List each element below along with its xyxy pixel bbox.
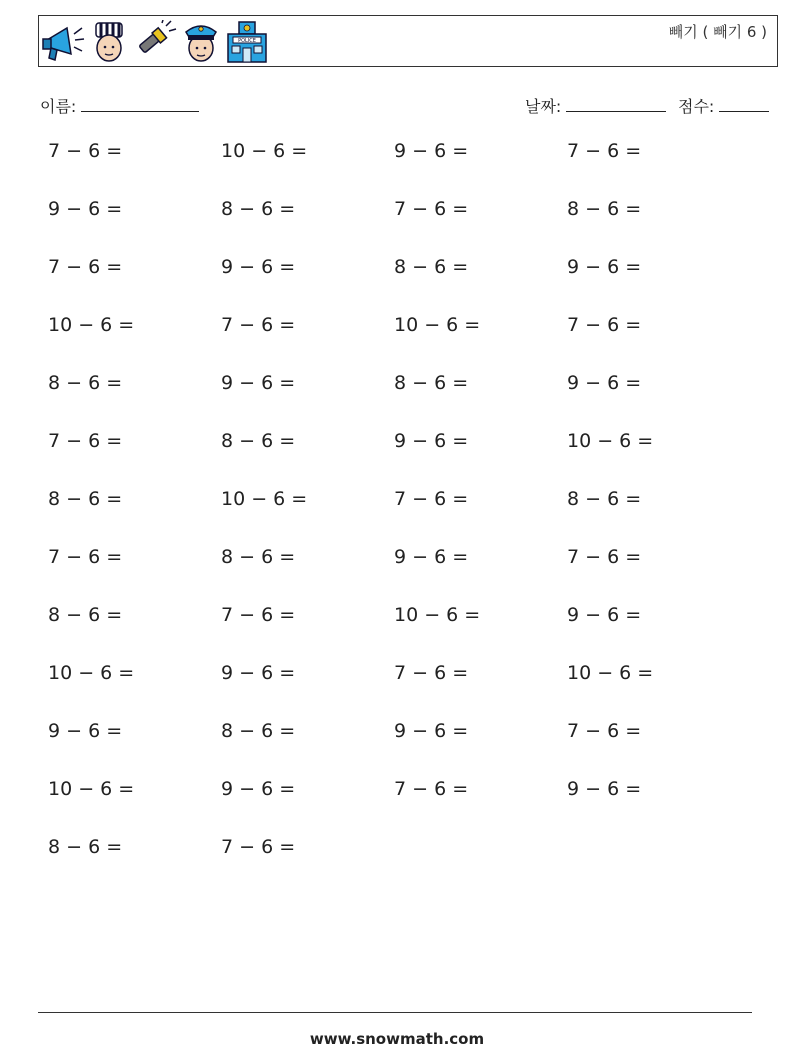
score-label: 점수:: [678, 97, 715, 116]
problem: 9 − 6 =: [394, 430, 469, 452]
date-blank[interactable]: [566, 97, 666, 112]
problem: 8 − 6 =: [221, 546, 296, 568]
problem: 8 − 6 =: [221, 720, 296, 742]
score-blank[interactable]: [719, 97, 769, 112]
problem: 10 − 6 =: [394, 314, 481, 336]
problem: 7 − 6 =: [567, 546, 642, 568]
problem-row: [48, 430, 748, 488]
problem-row: [48, 314, 748, 372]
problem: 10 − 6 =: [567, 662, 654, 684]
problem: 8 − 6 =: [48, 488, 123, 510]
problem: 10 − 6 =: [394, 604, 481, 626]
problem: 9 − 6 =: [221, 778, 296, 800]
problem: 7 − 6 =: [394, 662, 469, 684]
problem: 7 − 6 =: [567, 140, 642, 162]
problem: 8 − 6 =: [48, 372, 123, 394]
score-field: [678, 94, 769, 117]
problem-row: [48, 836, 748, 894]
police-officer-icon: [183, 20, 219, 64]
prisoner-icon: [91, 20, 127, 64]
problem: 10 − 6 =: [48, 662, 135, 684]
problem: 7 − 6 =: [394, 778, 469, 800]
problem: 9 − 6 =: [221, 662, 296, 684]
problem: 9 − 6 =: [394, 140, 469, 162]
problem: 9 − 6 =: [567, 372, 642, 394]
problem: 10 − 6 =: [221, 140, 308, 162]
name-label: 이름:: [40, 97, 77, 116]
problem: 7 − 6 =: [221, 314, 296, 336]
problem: 9 − 6 =: [567, 256, 642, 278]
problem-grid: [48, 140, 748, 894]
footer-divider: [38, 1012, 752, 1013]
problem: 9 − 6 =: [567, 778, 642, 800]
problem: 9 − 6 =: [394, 720, 469, 742]
problem-row: [48, 546, 748, 604]
problem: 7 − 6 =: [48, 256, 123, 278]
problem: 8 − 6 =: [48, 836, 123, 858]
problem: 8 − 6 =: [567, 488, 642, 510]
problem: 7 − 6 =: [48, 546, 123, 568]
problem-row: [48, 720, 748, 778]
problem-row: [48, 778, 748, 836]
police-station-icon: [225, 20, 271, 64]
problem-row: [48, 140, 748, 198]
date-field: [525, 94, 666, 117]
problem: 9 − 6 =: [48, 720, 123, 742]
problem: 10 − 6 =: [48, 778, 135, 800]
problem: 7 − 6 =: [394, 488, 469, 510]
problem: 7 − 6 =: [567, 314, 642, 336]
problem: 7 − 6 =: [221, 604, 296, 626]
name-blank[interactable]: [81, 97, 199, 112]
problem-row: [48, 662, 748, 720]
problem-row: [48, 198, 748, 256]
worksheet-title: 빼기 ( 빼기 6 ): [668, 23, 767, 41]
problem: 9 − 6 =: [221, 256, 296, 278]
problem: 8 − 6 =: [394, 372, 469, 394]
problem: 10 − 6 =: [567, 430, 654, 452]
problem: 8 − 6 =: [221, 198, 296, 220]
megaphone-icon: [41, 20, 85, 64]
problem: 9 − 6 =: [48, 198, 123, 220]
problem: 10 − 6 =: [48, 314, 135, 336]
problem: 7 − 6 =: [48, 140, 123, 162]
problem: 10 − 6 =: [221, 488, 308, 510]
problem-row: [48, 488, 748, 546]
problem: 7 − 6 =: [48, 430, 123, 452]
problem: 8 − 6 =: [48, 604, 123, 626]
problem-row: [48, 604, 748, 662]
icon-strip: [41, 19, 271, 65]
problem: 8 − 6 =: [567, 198, 642, 220]
problem-row: [48, 372, 748, 430]
problem: 7 − 6 =: [567, 720, 642, 742]
name-field: [40, 94, 199, 117]
flashlight-icon: [133, 20, 177, 64]
problem: 7 − 6 =: [394, 198, 469, 220]
footer-url[interactable]: www.snowmath.com: [309, 1030, 485, 1048]
problem-row: [48, 256, 748, 314]
problem: 8 − 6 =: [221, 430, 296, 452]
problem: 9 − 6 =: [221, 372, 296, 394]
header-box: [38, 15, 778, 67]
police-sign-text: POLICE: [238, 38, 256, 44]
problem: 9 − 6 =: [567, 604, 642, 626]
problem: 7 − 6 =: [221, 836, 296, 858]
problem: 9 − 6 =: [394, 546, 469, 568]
date-label: 날짜:: [525, 97, 562, 116]
problem: 8 − 6 =: [394, 256, 469, 278]
